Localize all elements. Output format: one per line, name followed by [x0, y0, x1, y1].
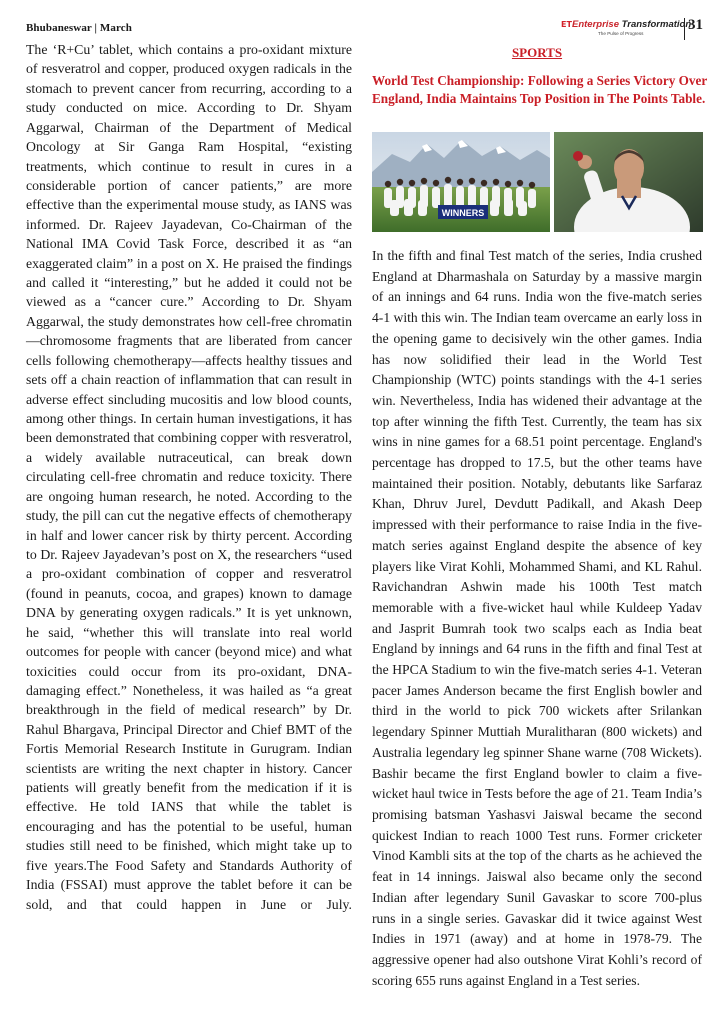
- article-photo: [372, 132, 703, 232]
- winners-banner-text: WINNERS: [441, 208, 485, 218]
- left-article-body: The ‘R+Cu’ tablet, which contains a pro-oxidant mixture of resveratrol and copper, produced oxygen radicals in the stomach to prevent cancer from recurring, according to a study conducted on mice. According to Dr. Shyam Aggarwal, Chairman of the Department of Medical Oncology at Sir Ganga Ram Hospital, “existing treatments, which continue to result in cures in a considerable portion of cancer patients,” are more effective than the experimental mouse study, as IANS was informed. Dr. Rajeev Jayadevan, Co-Chairman of the National IMA Covid Task Force, described it as “an exaggerated claim” in a post on X. He praised the findings and called it “interesting,” but he added it could not be viewed as a “cancer cure.” According to Dr. Shyam Aggarwal, the study demonstrates how cell-free chromatin—chromosome fragments that are liberated from cancer cells following chemotherapy—affects healthy tissues and sets off a chain reaction of inflammation that can result in adverse effect sincluding mucositis and low blood counts, among other things. In certain human investigations, it has been demonstrated that combining copper with resveratrol, a widely available nutraceutical, can break down circulating cell-free chromatin and reduce toxicity. There are ongoing human research, he noted. According to the study, the pill can cut the negative effects of chemotherapy in half and lower cancer risk by thirty percent. According to Dr. Rajeev Jayadevan’s post on X, the researchers “used a pro-oxidant combination of copper and resveratrol (found in peanuts, cocoa, and grapes) known to damage DNA by generating oxygen radicals.” It is yet unknown, he said, “whether this will translate into real world outcomes for people with cancer (beyond mice) and what toxicities could occur from its pro-oxidant, DNA-damaging effect.” Nonetheless, it was hailed as “a great breakthrough in the field of medical research” by Dr. Rahul Bhargava, Principal Director and Chief BMT of the Fortis Memorial Research Institute in Gurugram. Indian scientists are writing the next chapter in history. Cancer patients will greatly benefit from the medication if it is effective. He told IANS that while the tablet is encouraging and has the potential to be useful, human studies still need to be finished, which might take up to five years.The Food Safety and Standards Authority of India (FSSAI) must approve the tablet before it can be sold, and that could happen in June or July.: [26, 42, 352, 912]
- cricket-photo-image: [372, 132, 703, 232]
- brand-name-red: Enterprise: [572, 19, 619, 30]
- article-headline: World Test Championship: Following a Series Victory Over England, India Maintains Top Position in The Points Table.: [372, 73, 707, 106]
- brand-name: [572, 19, 691, 30]
- brand-mark-icon: ET: [561, 20, 572, 29]
- brand-tagline: The Pulse of Progress: [598, 31, 644, 36]
- brand-name-dark: Transformation: [621, 19, 692, 30]
- page-number: 31: [688, 17, 703, 33]
- brand-logo: [558, 18, 692, 40]
- section-label: SPORTS: [511, 45, 563, 60]
- dateline: Bhubaneswar | March: [26, 22, 132, 34]
- right-article-body: In the fifth and final Test match of the series, India crushed England at Dharmashala on Saturday by a massive margin of an innings and 64 runs. India won the five-match series 4-1 with this win. The Indian team overcame an early loss in the opening game to decisively win the other games. India has now solidified their lead in the World Test Championship (WTC) points standings with the 4-1 series win. Nevertheless, India has widened their advantage at the top after winning the fifth Test. Currently, the team has six wins in nine games for a 68.51 point percentage. England's percentage has dropped to 17.5, but the other teams have maintained their position. Notably, debutants like Sarfaraz Khan, Dhruv Jurel, Devdutt Padikall, and Akash Deep impressed with their performance to raise India in the five-match series against England despite the absence of key players like Virat Kohli, Mohammed Shami, and KL Rahul. Ravichandran Ashwin made his 100th Test match memorable with a five-wicket haul while Kuldeep Yadav and Jasprit Bumrah took two scalps each as India beat England by innings and 64 runs in the fifth and final Test at the HPCA Stadium to win the five-match series 4-1. Veteran pacer James Anderson became the first English bowler and third in the world to pick 700 wickets after Srilankan legendary Spinner Muttiah Muralitharan (800 wickets) and Australia legendary leg spinner Shane warne (708 Wickets). Bashir became the first England bowler to claim a five-wicket haul twice in Tests before the age of 21. Team India’s promising batsman Yashasvi Jaiswal became the second quickest Indian to reach 1000 Test runs. Former cricketer Vinod Kambli sits at the top of the charts as he achieved the feat in 14 innings. Jaiswal also became only the second Indian after legendary Sunil Gavaskar to score 700-plus runs in a single series. Gavaskar did it twice against West Indies in 1971 (away) and at home in 1978-79. The aggressive opener had also outshone Virat Kohli’s record of scoring 655 runs against England in a Test series.: [372, 248, 702, 988]
